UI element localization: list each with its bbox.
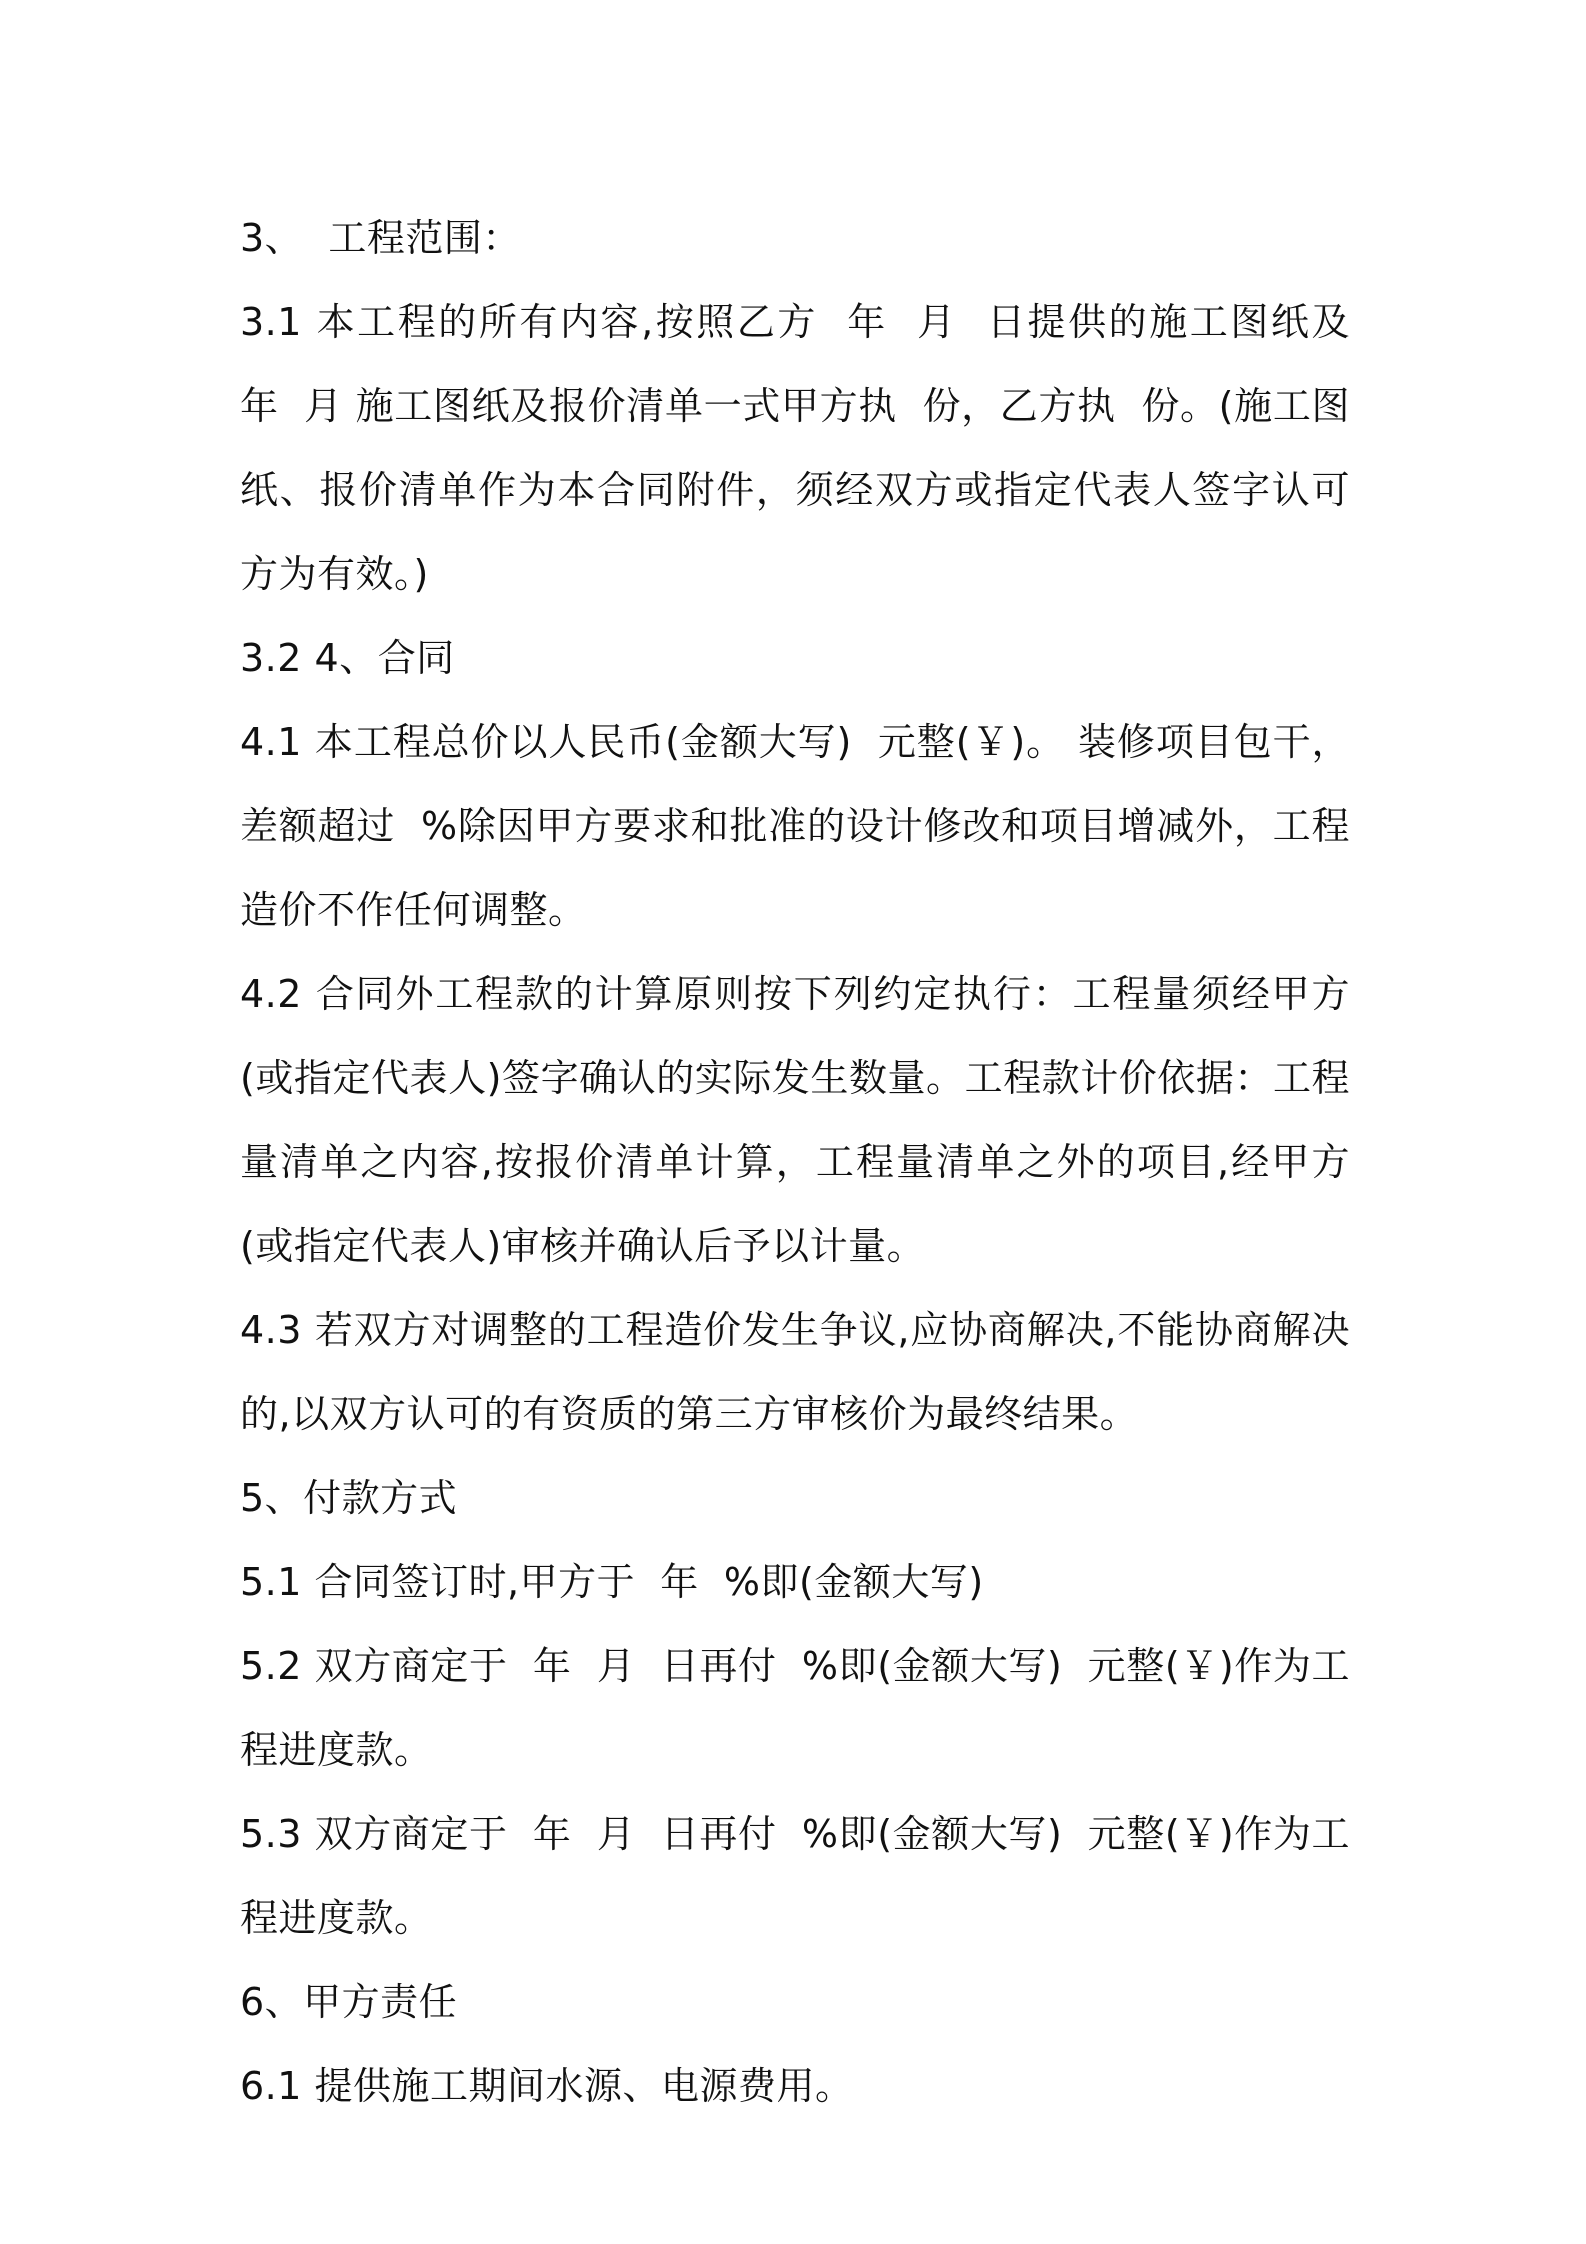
clause-5-3: 5.3 双方商定于 年 月 日再付 %即(金额大写) 元整(￥)作为工程进度款。	[240, 1812, 1350, 1940]
clause-6-1: 6.1 提供施工期间水源、电源费用。	[240, 2064, 854, 2108]
section-5-heading: 5、付款方式	[240, 1476, 458, 1520]
section-6-heading: 6、甲方责任	[240, 1980, 458, 2024]
clause-3-2-section-4-heading: 3.2 4、合同	[240, 636, 455, 680]
clause-4-2: 4.2 合同外工程款的计算原则按下列约定执行：工程量须经甲方(或指定代表人)签字确认的实际发生数量。工程款计价依据：工程量清单之内容,按报价清单计算，工程量清单之外的项目,经甲方(或指定代表人)审核并确认后予以计量。	[240, 972, 1350, 1268]
clause-5-2: 5.2 双方商定于 年 月 日再付 %即(金额大写) 元整(￥)作为工程进度款。	[240, 1644, 1350, 1772]
clause-4-1: 4.1 本工程总价以人民币(金额大写) 元整(￥)。 装修项目包干，差额超过 %除因甲方要求和批准的设计修改和项目增减外，工程造价不作任何调整。	[240, 720, 1350, 932]
clause-5-1: 5.1 合同签订时,甲方于 年 %即(金额大写)	[240, 1560, 984, 1604]
clause-3-1: 3.1 本工程的所有内容,按照乙方 年 月 日提供的施工图纸及 年 月 施工图纸及报价清单一式甲方执 份，乙方执 份。(施工图纸、报价清单作为本合同附件，须经双方或指定代表人签字认可方为有效。)	[240, 300, 1376, 596]
section-3-heading: 3、 工程范围：	[240, 216, 521, 260]
document-body	[240, 196, 1376, 2128]
clause-4-3: 4.3 若双方对调整的工程造价发生争议,应协商解决,不能协商解决的,以双方认可的有资质的第三方审核价为最终结果。	[240, 1308, 1350, 1436]
